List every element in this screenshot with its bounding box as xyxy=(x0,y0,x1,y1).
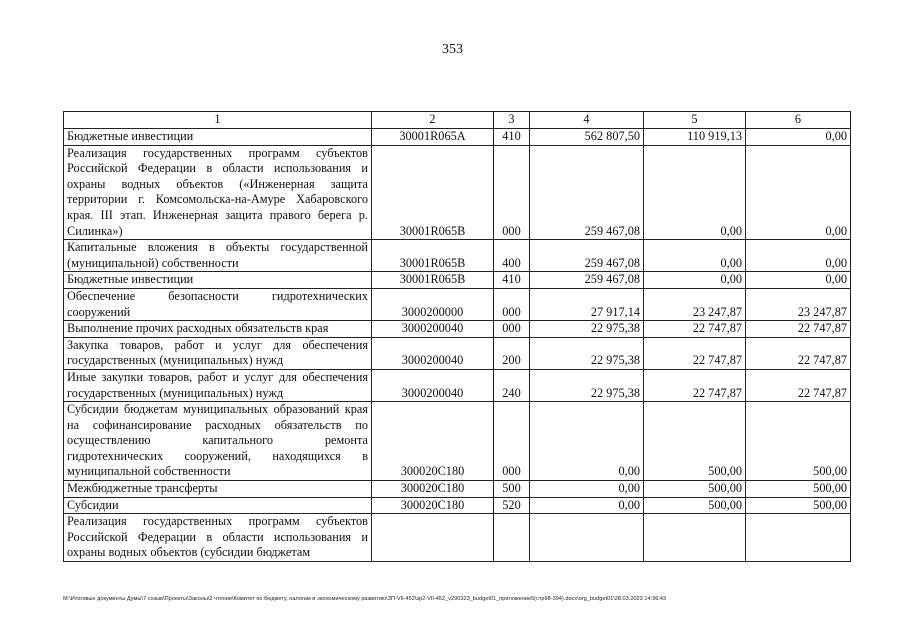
amount-cell: 0,00 xyxy=(530,402,644,481)
expense-type-cell: 000 xyxy=(494,288,530,320)
amount-cell: 22 747,87 xyxy=(746,369,851,401)
row-name-cell: Иные закупки товаров, работ и услуг для обеспечения государственных (муниципальных) нужд xyxy=(64,369,372,401)
amount-cell xyxy=(644,514,746,562)
table-row xyxy=(64,288,851,320)
table-header-row xyxy=(64,112,851,129)
header-cell: 6 xyxy=(746,112,851,129)
expense-type-cell: 410 xyxy=(494,272,530,289)
row-name-cell: Субсидии xyxy=(64,497,372,514)
amount-cell: 0,00 xyxy=(644,145,746,240)
amount-cell: 0,00 xyxy=(746,129,851,146)
amount-cell: 22 747,87 xyxy=(746,321,851,338)
row-name-cell: Бюджетные инвестиции xyxy=(64,129,372,146)
amount-cell: 0,00 xyxy=(746,240,851,272)
amount-cell: 562 807,50 xyxy=(530,129,644,146)
budget-code-cell: 300020С180 xyxy=(372,497,494,514)
amount-cell: 259 467,08 xyxy=(530,272,644,289)
row-name-cell: Закупка товаров, работ и услуг для обеспечения государственных (муниципальных) нужд xyxy=(64,337,372,369)
amount-cell: 110 919,13 xyxy=(644,129,746,146)
budget-code-cell: 3000200040 xyxy=(372,369,494,401)
budget-code-cell xyxy=(372,514,494,562)
budget-code-cell: 30001R065B xyxy=(372,145,494,240)
row-name-cell: Выполнение прочих расходных обязательств края xyxy=(64,321,372,338)
amount-cell xyxy=(530,514,644,562)
row-name-cell: Обеспечение безопасности гидротехнических сооружений xyxy=(64,288,372,320)
row-name-cell: Межбюджетные трансферты xyxy=(64,481,372,498)
document-path-footer: M:\Итоговые документы Думы\7 созыв\Проекты\Законы\2 чтение\Комитет по бюджету, налогам и экономическому развитию\ЗП-VII-452\зр2-VII-452_v290323_budget01_приложение5(стр98-394).docx\org_budget01\28.03.2023 14:36:43 xyxy=(63,596,667,602)
amount-cell: 500,00 xyxy=(746,402,851,481)
table-row xyxy=(64,145,851,240)
table-row xyxy=(64,272,851,289)
amount-cell: 22 975,38 xyxy=(530,321,644,338)
budget-code-cell: 300020С180 xyxy=(372,402,494,481)
row-name-cell: Капитальные вложения в объекты государственной (муниципальной) собственности xyxy=(64,240,372,272)
amount-cell: 22 747,87 xyxy=(644,321,746,338)
budget-code-cell: 30001R065B xyxy=(372,240,494,272)
expense-type-cell: 240 xyxy=(494,369,530,401)
expense-type-cell: 000 xyxy=(494,321,530,338)
expense-type-cell: 500 xyxy=(494,481,530,498)
header-cell: 1 xyxy=(64,112,372,129)
page-number: 353 xyxy=(442,42,463,57)
table-row xyxy=(64,337,851,369)
table-row xyxy=(64,369,851,401)
amount-cell: 0,00 xyxy=(644,272,746,289)
amount-cell: 0,00 xyxy=(530,481,644,498)
budget-code-cell: 3000200000 xyxy=(372,288,494,320)
amount-cell: 0,00 xyxy=(644,240,746,272)
amount-cell: 0,00 xyxy=(530,497,644,514)
amount-cell: 500,00 xyxy=(746,481,851,498)
table-row xyxy=(64,402,851,481)
amount-cell: 500,00 xyxy=(746,497,851,514)
amount-cell: 22 747,87 xyxy=(644,369,746,401)
budget-code-cell: 30001R065A xyxy=(372,129,494,146)
expense-type-cell: 000 xyxy=(494,402,530,481)
budget-table xyxy=(63,111,851,562)
table-row xyxy=(64,321,851,338)
amount-cell: 0,00 xyxy=(746,145,851,240)
row-name-cell: Реализация государственных программ субъектов Российской Федерации в области использования и охраны водных объектов («Инженерная защита территории г. Комсомольска-на-Амуре Хабаровского края. III этап. Инженерная защита правого берега р. Силинка») xyxy=(64,145,372,240)
table-row xyxy=(64,514,851,562)
budget-code-cell: 30001R065B xyxy=(372,272,494,289)
amount-cell: 22 975,38 xyxy=(530,337,644,369)
amount-cell: 0,00 xyxy=(746,272,851,289)
expense-type-cell: 200 xyxy=(494,337,530,369)
header-cell: 5 xyxy=(644,112,746,129)
header-cell: 4 xyxy=(530,112,644,129)
budget-code-cell: 3000200040 xyxy=(372,321,494,338)
amount-cell: 22 975,38 xyxy=(530,369,644,401)
amount-cell: 22 747,87 xyxy=(644,337,746,369)
expense-type-cell xyxy=(494,514,530,562)
amount-cell: 500,00 xyxy=(644,497,746,514)
table-row xyxy=(64,240,851,272)
budget-code-cell: 300020С180 xyxy=(372,481,494,498)
header-cell: 3 xyxy=(494,112,530,129)
budget-code-cell: 3000200040 xyxy=(372,337,494,369)
expense-type-cell: 520 xyxy=(494,497,530,514)
header-cell: 2 xyxy=(372,112,494,129)
amount-cell: 259 467,08 xyxy=(530,240,644,272)
amount-cell xyxy=(746,514,851,562)
expense-type-cell: 410 xyxy=(494,129,530,146)
expense-type-cell: 400 xyxy=(494,240,530,272)
amount-cell: 23 247,87 xyxy=(644,288,746,320)
amount-cell: 500,00 xyxy=(644,481,746,498)
table-row xyxy=(64,481,851,498)
table-row xyxy=(64,129,851,146)
amount-cell: 500,00 xyxy=(644,402,746,481)
row-name-cell: Субсидии бюджетам муниципальных образований края на софинансирование расходных обязательств по осуществлению капитального ремонта гидротехнических сооружений, находящихся в муниципальной собственности xyxy=(64,402,372,481)
row-name-cell: Реализация государственных программ субъектов Российской Федерации в области использования и охраны водных объектов (субсидии бюджетам xyxy=(64,514,372,562)
amount-cell: 23 247,87 xyxy=(746,288,851,320)
amount-cell: 259 467,08 xyxy=(530,145,644,240)
table-row xyxy=(64,497,851,514)
amount-cell: 22 747,87 xyxy=(746,337,851,369)
expense-type-cell: 000 xyxy=(494,145,530,240)
amount-cell: 27 917,14 xyxy=(530,288,644,320)
row-name-cell: Бюджетные инвестиции xyxy=(64,272,372,289)
